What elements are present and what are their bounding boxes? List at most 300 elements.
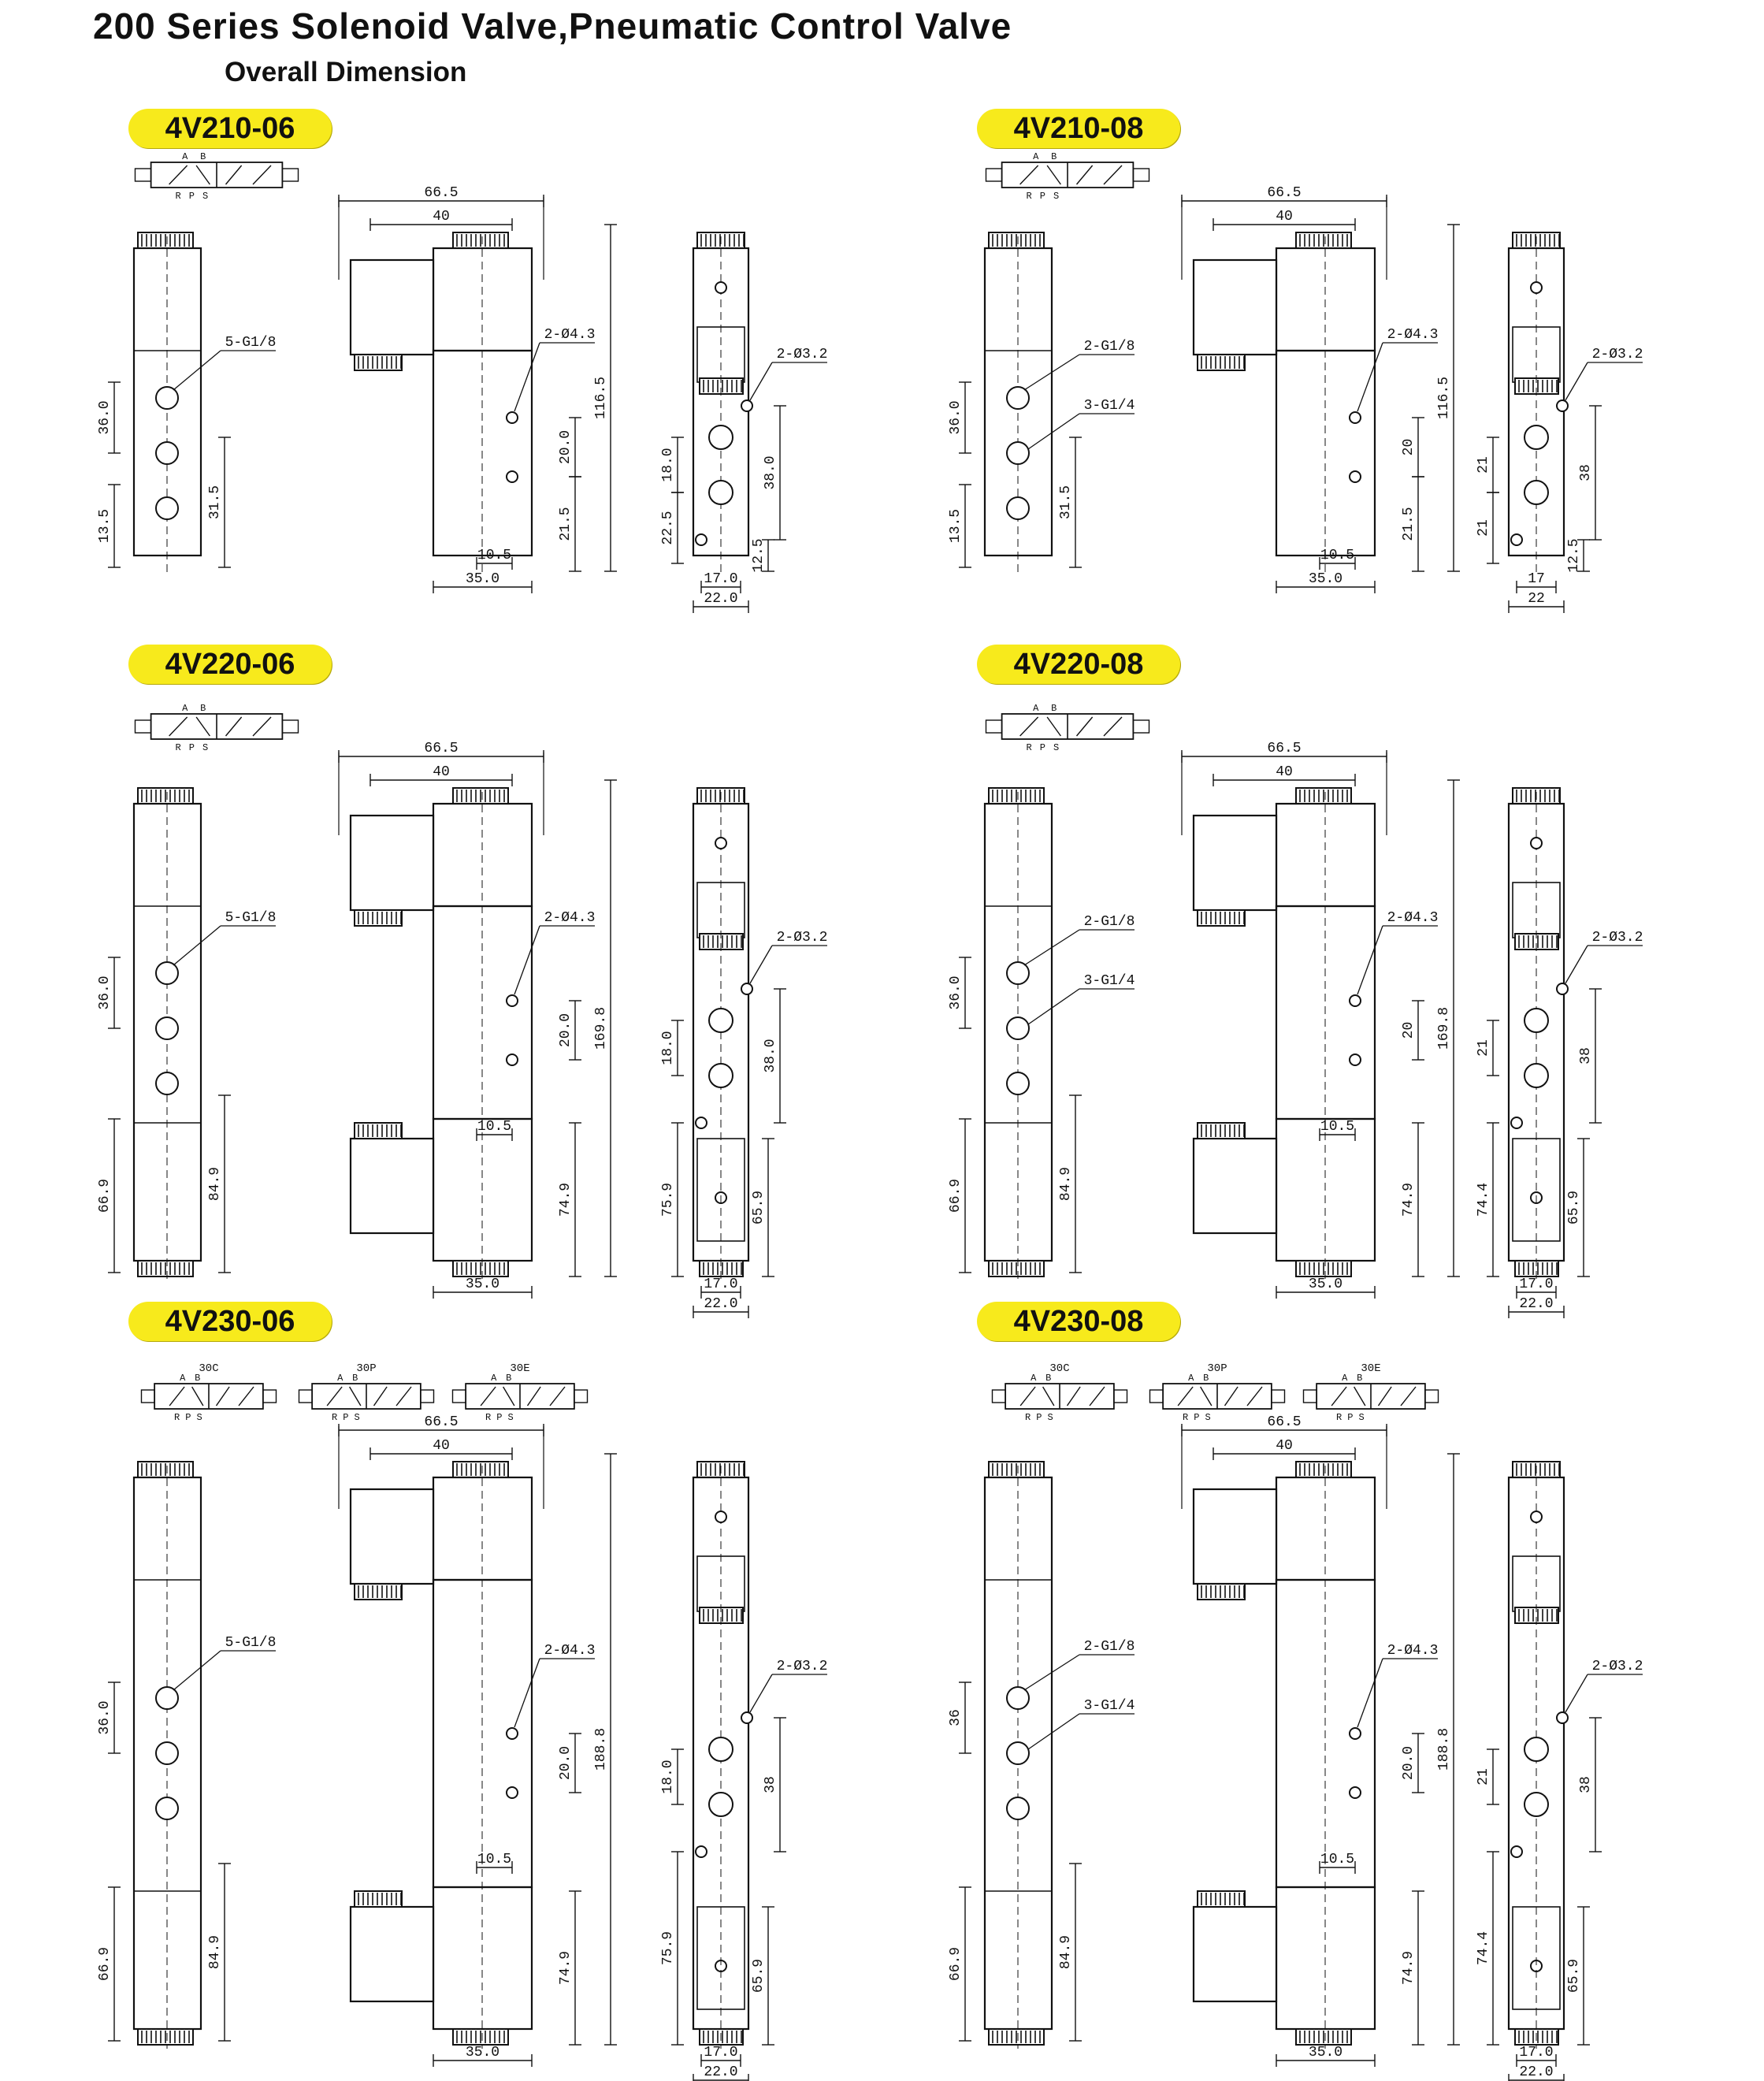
port-letter: B: [1203, 1373, 1209, 1384]
dimension-label: 35.0: [465, 571, 500, 587]
dimension-label: 18.0: [660, 448, 676, 482]
end-view: [660, 788, 827, 1318]
outline-line: [481, 1387, 496, 1406]
dimension-label: 66.5: [424, 1414, 459, 1430]
outline-rect: [1198, 910, 1245, 926]
dimension-label: 20: [1401, 438, 1417, 456]
port-hole: [1524, 481, 1548, 504]
port-letter: P: [496, 1412, 503, 1423]
dimension-label: 2-Ø4.3: [1387, 910, 1439, 926]
valve-symbol: [142, 1362, 588, 1423]
dimension-label: 17.0: [704, 1276, 738, 1292]
dimension-label: 40: [1276, 209, 1293, 225]
port-letter: S: [202, 191, 209, 202]
port-letter: R: [175, 742, 181, 753]
dimension-label: 38: [1578, 1776, 1594, 1793]
outline-line: [1043, 1387, 1054, 1406]
outline-rect: [299, 1390, 313, 1403]
port-hole: [1350, 1728, 1361, 1739]
port-hole: [156, 1742, 178, 1764]
outline-rect: [1150, 1390, 1164, 1403]
dimension-label: 36: [948, 1709, 964, 1726]
outline-line: [226, 717, 242, 736]
dimension-label: 66.9: [948, 1178, 964, 1213]
port-hole: [1007, 1687, 1029, 1709]
port-letter: P: [1036, 1412, 1042, 1423]
outline-line: [750, 362, 772, 400]
outline-line: [173, 351, 221, 390]
outline-rect: [142, 1390, 155, 1403]
outline-rect: [355, 1891, 402, 1907]
dimension-label: 65.9: [751, 1190, 767, 1225]
dimension-label: 2-Ø3.2: [776, 930, 828, 946]
port-letter: A: [1033, 703, 1039, 714]
port-hole: [1350, 1054, 1361, 1065]
dimension-label: 38.0: [763, 455, 778, 490]
dimension-label: 10.5: [1320, 1852, 1355, 1867]
port-letter: P: [1039, 191, 1045, 202]
dimension-label: 2-Ø4.3: [544, 1643, 596, 1659]
outline-line: [196, 717, 210, 736]
outline-rect: [351, 816, 433, 910]
port-letter: B: [1045, 1373, 1052, 1384]
dimension-label: 66.5: [1267, 741, 1302, 756]
dimension-label: 66.9: [97, 1946, 113, 1982]
port-letter: A: [182, 703, 188, 714]
valve-drawing-4v230-08: [948, 1362, 1643, 2081]
dimension-label: 169.8: [593, 1006, 609, 1050]
symbol-variant-label: 30P: [1207, 1362, 1227, 1375]
model-badge-4v220-08: 4V220-08: [977, 645, 1180, 684]
mounting-hole: [1531, 838, 1542, 849]
outline-line: [750, 946, 772, 983]
dimension-label: 17: [1528, 571, 1545, 587]
outline-line: [253, 165, 271, 184]
port-letter: B: [1051, 151, 1057, 162]
outline-line: [1020, 717, 1038, 736]
port-letter: P: [343, 1412, 349, 1423]
outline-rect: [136, 720, 151, 733]
valve-symbol: [993, 1362, 1439, 1423]
port-hole: [709, 1064, 733, 1087]
outline-line: [253, 717, 271, 736]
dimension-label: 2-Ø4.3: [544, 327, 596, 343]
outline-line: [1104, 717, 1122, 736]
outline-line: [1331, 1387, 1346, 1406]
end-view: [660, 1462, 827, 2081]
port-letter: B: [200, 151, 206, 162]
port-hole: [1007, 1017, 1029, 1039]
page-title: 200 Series Solenoid Valve,Pneumatic Control Valve: [93, 6, 1012, 46]
outline-line: [239, 1387, 254, 1406]
port-hole: [156, 497, 178, 519]
outline-line: [1047, 717, 1060, 736]
outline-line: [1357, 1659, 1383, 1727]
outline-rect: [1304, 1390, 1317, 1403]
port-hole: [1007, 962, 1029, 984]
outline-line: [503, 1387, 514, 1406]
outline-rect: [1198, 1123, 1245, 1139]
outline-line: [1104, 165, 1122, 184]
outline-rect: [351, 1139, 433, 1233]
dimension-label: 17.0: [1519, 1276, 1554, 1292]
port-letter: R: [1026, 742, 1032, 753]
dimension-label: 40: [433, 764, 450, 780]
dimension-label: 2-Ø3.2: [1591, 930, 1643, 946]
mounting-hole: [1531, 282, 1542, 293]
dimension-label: 66.5: [1267, 185, 1302, 201]
outline-rect: [351, 260, 433, 355]
outline-line: [1090, 1387, 1105, 1406]
mounting-hole: [741, 400, 752, 411]
dimension-label: 10.5: [477, 1119, 512, 1135]
dimension-label: 74.9: [1401, 1182, 1417, 1217]
outline-line: [1379, 1387, 1392, 1406]
port-letter: B: [195, 1373, 201, 1384]
port-hole: [709, 1793, 733, 1816]
end-view: [660, 232, 827, 613]
dimension-label: 35.0: [465, 1276, 500, 1292]
symbol-variant-label: 30C: [1049, 1362, 1070, 1375]
front-view: [97, 232, 276, 575]
dimension-label: 84.9: [1058, 1166, 1074, 1202]
port-letter: A: [1031, 1373, 1037, 1384]
side-view: [339, 741, 617, 1299]
dimension-label: 20: [1401, 1021, 1417, 1039]
outline-line: [192, 1387, 203, 1406]
outline-rect: [1198, 1891, 1245, 1907]
dimension-label: 20.0: [558, 1745, 574, 1781]
port-letter: R: [1025, 1412, 1031, 1423]
outline-line: [1565, 946, 1588, 983]
dimension-label: 36.0: [948, 975, 964, 1010]
port-hole: [1350, 1787, 1361, 1798]
port-hole: [1350, 412, 1361, 423]
dimension-label: 169.8: [1436, 1006, 1452, 1050]
model-badge-4v230-08: 4V230-08: [977, 1302, 1180, 1341]
port-hole: [709, 425, 733, 449]
outline-rect: [574, 1390, 588, 1403]
outline-rect: [1198, 1584, 1245, 1600]
dimension-label: 22.0: [704, 591, 738, 607]
port-letter: R: [485, 1412, 492, 1423]
dimension-label: 2-G1/8: [1083, 339, 1135, 355]
dimension-label: 65.9: [1566, 1190, 1582, 1225]
port-letter: P: [1039, 742, 1045, 753]
outline-line: [1201, 1387, 1212, 1406]
outline-line: [1565, 1674, 1588, 1712]
mounting-hole: [696, 534, 707, 545]
dimension-label: 2-Ø3.2: [1591, 347, 1643, 362]
valve-drawing-4v210-06: [97, 151, 827, 613]
valve-drawing-4v210-08: [948, 151, 1643, 613]
port-hole: [1007, 497, 1029, 519]
port-letter: P: [188, 742, 195, 753]
outline-rect: [986, 720, 1002, 733]
port-hole: [1524, 425, 1548, 449]
outline-line: [1020, 1387, 1035, 1406]
outline-rect: [993, 1390, 1006, 1403]
outline-rect: [136, 169, 151, 181]
outline-line: [1068, 1387, 1081, 1406]
outline-line: [528, 1387, 541, 1406]
valve-symbol: [986, 151, 1149, 202]
dimension-label: 40: [1276, 1438, 1293, 1454]
dimension-label: 66.5: [1267, 1414, 1302, 1430]
end-view: [1476, 788, 1643, 1318]
symbol-variant-label: 30P: [356, 1362, 377, 1375]
outline-line: [226, 165, 242, 184]
dimension-label: 21.5: [558, 507, 574, 541]
port-hole: [156, 387, 178, 409]
dimension-label: 17.0: [1519, 2045, 1554, 2061]
port-letter: P: [1347, 1412, 1354, 1423]
port-hole: [507, 1054, 518, 1065]
dimension-label: 22.0: [1519, 1296, 1554, 1312]
outline-rect: [263, 1390, 277, 1403]
outline-rect: [1194, 260, 1276, 355]
port-hole: [1007, 1742, 1029, 1764]
mounting-hole: [741, 983, 752, 994]
outline-line: [1077, 165, 1093, 184]
dimension-label: 116.5: [593, 376, 609, 420]
front-view: [948, 232, 1135, 575]
outline-line: [1565, 362, 1588, 400]
outline-line: [173, 926, 221, 965]
dimension-label: 38: [763, 1776, 778, 1793]
dimension-label: 22: [1528, 591, 1545, 607]
port-letter: R: [175, 191, 181, 202]
dimension-label: 13.5: [97, 508, 113, 544]
port-hole: [156, 1017, 178, 1039]
dimension-label: 84.9: [207, 1166, 223, 1202]
dimension-label: 5-G1/8: [225, 335, 277, 351]
dimension-label: 36.0: [97, 400, 113, 435]
dimension-label: 40: [1276, 764, 1293, 780]
valve-symbol: [986, 703, 1149, 753]
mounting-hole: [1511, 534, 1522, 545]
outline-rect: [1198, 355, 1245, 370]
front-view: [948, 788, 1135, 1280]
outline-rect: [355, 910, 402, 926]
outline-line: [1225, 1387, 1239, 1406]
outline-line: [217, 1387, 230, 1406]
dimension-label: 188.8: [1436, 1727, 1452, 1771]
dimension-label: 84.9: [1058, 1934, 1074, 1970]
port-letter: R: [174, 1412, 180, 1423]
outline-rect: [355, 355, 402, 370]
outline-rect: [453, 1390, 466, 1403]
front-view: [948, 1462, 1135, 2049]
dimension-label: 3-G1/4: [1083, 973, 1135, 989]
dimension-label: 20.0: [558, 429, 574, 465]
port-hole: [709, 1737, 733, 1761]
dimension-label: 74.9: [558, 1182, 574, 1217]
dimension-label: 66.5: [424, 185, 459, 201]
dimension-label: 12.5: [751, 538, 767, 573]
dimension-label: 188.8: [593, 1727, 609, 1771]
valve-symbol: [136, 151, 299, 202]
port-hole: [507, 1787, 518, 1798]
dimension-label: 5-G1/8: [225, 1635, 277, 1651]
port-hole: [507, 995, 518, 1006]
dimension-label: 20.0: [558, 1013, 574, 1048]
model-badge-4v220-06: 4V220-06: [128, 645, 332, 684]
outline-rect: [421, 1390, 434, 1403]
side-view: [339, 185, 617, 593]
valve-drawing-4v220-08: [948, 703, 1643, 1318]
outline-line: [169, 717, 188, 736]
dimension-label: 84.9: [207, 1934, 223, 1970]
page-subtitle: Overall Dimension: [225, 57, 467, 87]
port-letter: S: [1053, 742, 1060, 753]
port-hole: [507, 1728, 518, 1739]
outline-rect: [282, 720, 298, 733]
port-hole: [709, 1009, 733, 1032]
dimension-label: 22.0: [704, 2064, 738, 2080]
dimension-label: 21.5: [1401, 507, 1417, 541]
front-view: [97, 1462, 276, 2049]
dimension-label: 2-Ø4.3: [1387, 1643, 1439, 1659]
dimension-label: 65.9: [1566, 1958, 1582, 1994]
outline-line: [550, 1387, 565, 1406]
dimension-label: 5-G1/8: [225, 910, 277, 926]
port-letter: A: [1188, 1373, 1194, 1384]
dimension-label: 38: [1578, 464, 1594, 481]
dimension-label: 116.5: [1436, 376, 1452, 420]
dimension-label: 2-Ø3.2: [776, 347, 828, 362]
mounting-hole: [1531, 1511, 1542, 1522]
port-letter: B: [200, 703, 206, 714]
dimension-label: 35.0: [465, 2045, 500, 2061]
port-letter: S: [1047, 1412, 1053, 1423]
dimension-label: 18.0: [660, 1760, 676, 1794]
symbol-variant-label: 30C: [199, 1362, 219, 1375]
outline-rect: [1194, 1489, 1276, 1584]
mounting-hole: [1557, 400, 1568, 411]
outline-rect: [351, 1907, 433, 2001]
dimension-label: 10.5: [1320, 548, 1355, 563]
dimension-label: 65.9: [751, 1958, 767, 1994]
outline-rect: [351, 1489, 433, 1584]
port-hole: [1350, 471, 1361, 482]
side-view: [1182, 741, 1460, 1299]
port-hole: [1007, 1072, 1029, 1094]
front-view: [97, 788, 276, 1280]
dimension-label: 38.0: [763, 1039, 778, 1073]
outline-line: [350, 1387, 361, 1406]
valve-drawing-4v220-06: [97, 703, 827, 1318]
port-letter: S: [202, 742, 209, 753]
dimension-label: 21: [1476, 519, 1491, 537]
port-letter: A: [337, 1373, 344, 1384]
dimension-label: 21: [1476, 456, 1491, 474]
side-view: [339, 1414, 617, 2067]
port-letter: A: [491, 1373, 497, 1384]
outline-line: [1354, 1387, 1365, 1406]
dimension-label: 2-G1/8: [1083, 1639, 1135, 1655]
dimension-label: 66.5: [424, 741, 459, 756]
mounting-hole: [1511, 1846, 1522, 1857]
port-letter: S: [196, 1412, 202, 1423]
port-letter: R: [1026, 191, 1032, 202]
outline-rect: [1425, 1390, 1439, 1403]
port-hole: [507, 471, 518, 482]
port-letter: B: [1051, 703, 1057, 714]
mounting-hole: [741, 1712, 752, 1723]
outline-rect: [282, 169, 298, 181]
dimension-label: 18.0: [660, 1031, 676, 1065]
port-letter: R: [1336, 1412, 1342, 1423]
end-view: [1476, 1462, 1643, 2081]
dimension-label: 36.0: [948, 400, 964, 435]
port-letter: S: [1205, 1412, 1211, 1423]
dimension-label: 74.4: [1476, 1930, 1491, 1966]
outline-line: [1028, 414, 1079, 449]
outline-line: [169, 1387, 184, 1406]
outline-line: [196, 165, 210, 184]
dimension-label: 35.0: [1308, 2045, 1343, 2061]
dimension-label: 2-Ø3.2: [776, 1659, 828, 1674]
model-badge-4v210-08: 4V210-08: [977, 109, 1180, 148]
outline-line: [514, 926, 540, 994]
outline-rect: [1133, 720, 1149, 733]
outline-rect: [1133, 169, 1149, 181]
dimension-label: 74.9: [1401, 1950, 1417, 1986]
symbol-variant-label: 30E: [510, 1362, 530, 1375]
dimension-label: 22.5: [660, 511, 676, 545]
port-letter: B: [506, 1373, 512, 1384]
mounting-hole: [715, 1511, 726, 1522]
port-letter: S: [1053, 191, 1060, 202]
port-hole: [1524, 1064, 1548, 1087]
dimension-label: 2-Ø4.3: [544, 910, 596, 926]
port-hole: [507, 412, 518, 423]
mounting-hole: [696, 1117, 707, 1128]
dimension-label: 10.5: [477, 548, 512, 563]
mounting-hole: [1511, 1117, 1522, 1128]
port-hole: [156, 962, 178, 984]
dimension-label: 10.5: [477, 1852, 512, 1867]
dimension-label: 2-Ø4.3: [1387, 327, 1439, 343]
port-letter: B: [1357, 1373, 1363, 1384]
port-hole: [1350, 995, 1361, 1006]
dimension-label: 38: [1578, 1047, 1594, 1065]
outline-line: [1077, 717, 1093, 736]
dimension-label: 2-Ø3.2: [1591, 1659, 1643, 1674]
dimension-label: 13.5: [948, 508, 964, 544]
outline-rect: [986, 169, 1002, 181]
dimension-label: 40: [433, 1438, 450, 1454]
outline-line: [173, 1651, 221, 1690]
dimension-label: 66.9: [97, 1178, 113, 1213]
dimension-label: 12.5: [1566, 538, 1582, 573]
outline-line: [1357, 343, 1383, 411]
port-letter: A: [182, 151, 188, 162]
port-hole: [156, 442, 178, 464]
dimension-label: 74.4: [1476, 1182, 1491, 1217]
dimension-label: 2-G1/8: [1083, 914, 1135, 930]
mounting-hole: [715, 282, 726, 293]
port-hole: [156, 1687, 178, 1709]
outline-rect: [355, 1123, 402, 1139]
symbol-variant-label: 30E: [1361, 1362, 1381, 1375]
outline-line: [750, 1674, 772, 1712]
port-hole: [1524, 1009, 1548, 1032]
outline-rect: [355, 1584, 402, 1600]
outline-line: [1357, 926, 1383, 994]
dimension-label: 75.9: [660, 1930, 676, 1966]
